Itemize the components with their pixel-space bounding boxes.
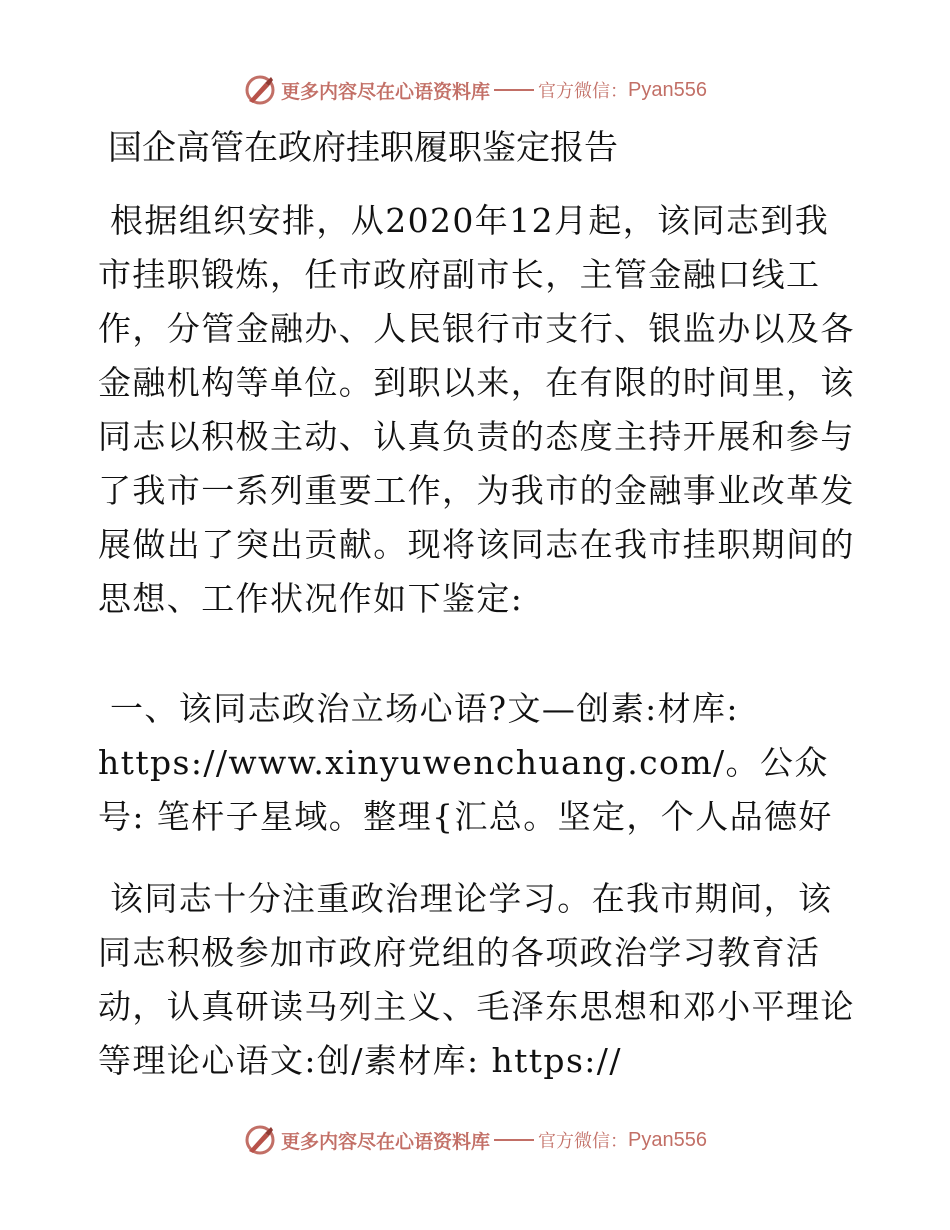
document-title: 国企高管在政府挂职履职鉴定报告 bbox=[108, 128, 618, 168]
paragraph-section-one: 一、该同志政治立场心语?文—创素:材库: https://www.xinyuwenchuang.com/。公众号: 笔杆子星域。整理{汇总。坚定，个人品德好 bbox=[98, 689, 833, 836]
paragraph-intro: 根据组织安排，从2020年12月起，该同志到我市挂职锻炼，任市政府副市长，主管金融口线工作，分管金融办、人民银行市支行、银监办以及各金融机构等单位。到职以来，在有限的时间里，该同志以积极主动、认真负责的态度主持开展和参与了我市一系列重要工作，为我市的金融事业改革发展做出了突出贡献。现将该同志在我市挂职期间的思想、工作状况作如下鉴定: bbox=[98, 201, 855, 618]
footer-banner-text: 更多内容尽在心语资料库 bbox=[281, 1130, 491, 1153]
header-banner-text: 更多内容尽在心语资料库 bbox=[281, 80, 491, 103]
footer-banner-suffix: 官方微信： bbox=[538, 1131, 629, 1152]
banner-dash bbox=[494, 89, 534, 91]
header-banner-suffix: 官方微信： bbox=[538, 81, 629, 102]
banner-dash bbox=[494, 1139, 534, 1141]
header-banner bbox=[0, 68, 950, 112]
paragraph-study: 该同志十分注重政治理论学习。在我市期间，该同志积极参加市政府党组的各项政治学习教育活动，认真研读马列主义、毛泽东思想和邓小平理论等理论心语文:创/素材库: https:// bbox=[98, 879, 855, 1080]
footer-banner bbox=[0, 1118, 950, 1162]
pen-circle-icon bbox=[243, 73, 277, 107]
header-wechat-id: Pyan556 bbox=[628, 78, 707, 101]
pen-circle-icon bbox=[243, 1123, 277, 1157]
footer-wechat-id: Pyan556 bbox=[628, 1128, 707, 1151]
